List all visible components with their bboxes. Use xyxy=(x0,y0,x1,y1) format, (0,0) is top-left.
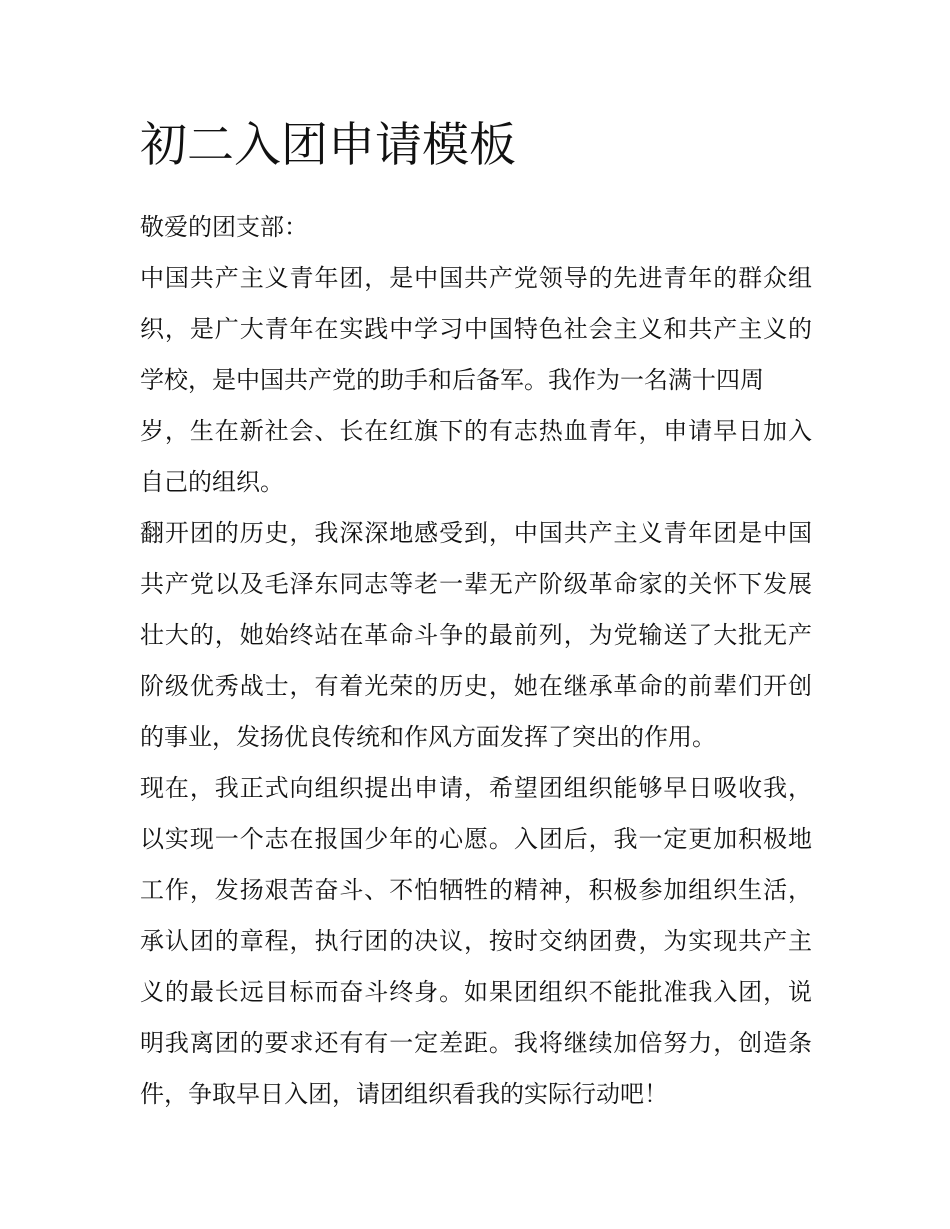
body-line: 承认团的章程，执行团的决议，按时交纳团费，为实现共产主 xyxy=(140,927,812,955)
body-line: 敬爱的团支部： xyxy=(140,213,308,241)
document-body xyxy=(140,202,812,1120)
body-line: 共产党以及毛泽东同志等老一辈无产阶级革命家的关怀下发展 xyxy=(140,570,812,598)
body-line: 学校，是中国共产党的助手和后备军。我作为一名满十四周 xyxy=(140,366,764,394)
body-line: 以实现一个志在报国少年的心愿。入团后，我一定更加积极地 xyxy=(140,825,812,853)
body-line: 明我离团的要求还有有一定差距。我将继续加倍努力，创造条 xyxy=(140,1029,812,1057)
body-line: 壮大的，她始终站在革命斗争的最前列，为党输送了大批无产 xyxy=(140,621,812,649)
body-line: 件，争取早日入团，请团组织看我的实际行动吧！ xyxy=(140,1080,668,1108)
body-line: 自己的组织。 xyxy=(140,468,284,496)
body-line: 岁，生在新社会、长在红旗下的有志热血青年，申请早日加入 xyxy=(140,417,812,445)
body-line: 翻开团的历史，我深深地感受到，中国共产主义青年团是中国 xyxy=(140,519,812,547)
body-line: 织，是广大青年在实践中学习中国特色社会主义和共产主义的 xyxy=(140,315,812,343)
body-line: 工作，发扬艰苦奋斗、不怕牺牲的精神，积极参加组织生活， xyxy=(140,876,812,904)
body-line: 中国共产主义青年团，是中国共产党领导的先进青年的群众组 xyxy=(140,264,812,292)
body-line: 现在，我正式向组织提出申请，希望团组织能够早日吸收我， xyxy=(140,774,812,802)
body-line: 的事业，发扬优良传统和作风方面发挥了突出的作用。 xyxy=(140,723,716,751)
body-line: 义的最长远目标而奋斗终身。如果团组织不能批准我入团，说 xyxy=(140,978,812,1006)
body-line: 阶级优秀战士，有着光荣的历史，她在继承革命的前辈们开创 xyxy=(140,672,812,700)
document-title: 初二入团申请模板 xyxy=(140,118,516,173)
